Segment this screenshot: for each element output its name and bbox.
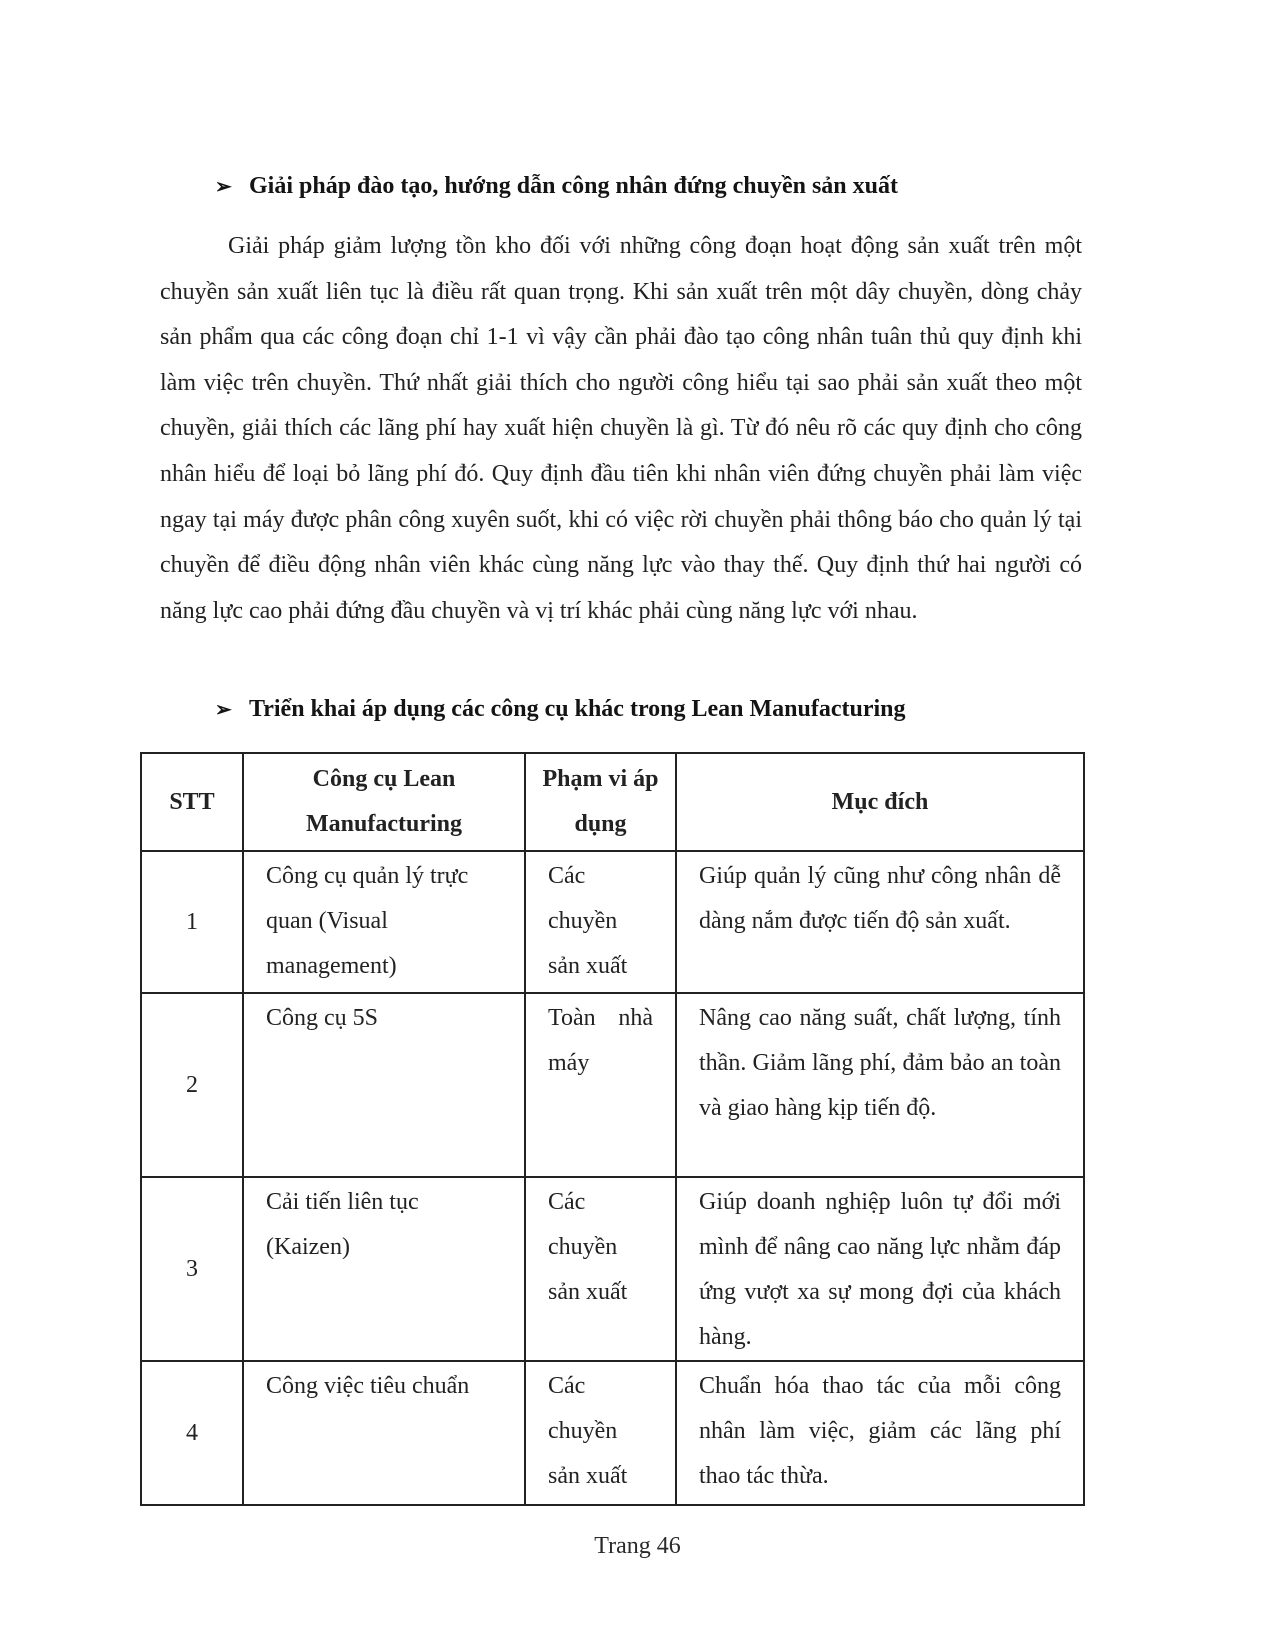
- table-row: [141, 993, 1084, 1177]
- section-heading-text: Giải pháp đào tạo, hướng dẫn công nhân đứng chuyền sản xuất: [249, 173, 898, 199]
- cell-scope: Các chuyền sản xuất: [525, 1361, 676, 1505]
- header-purpose: Mục đích: [676, 753, 1084, 851]
- arrow-bullet-icon: ➢: [215, 699, 232, 721]
- table-row: [141, 1177, 1084, 1361]
- cell-stt: 1: [141, 851, 243, 993]
- cell-tool: Công cụ quản lý trực quan (Visual management): [243, 851, 525, 993]
- lean-tools-table: [140, 752, 1085, 1506]
- cell-stt: 2: [141, 993, 243, 1177]
- table-row: [141, 851, 1084, 993]
- cell-purpose: Giúp quản lý cũng như công nhân dễ dàng nắm được tiến độ sản xuất.: [676, 851, 1084, 993]
- body-paragraph: Giải pháp giảm lượng tồn kho đối với những công đoạn hoạt động sản xuất trên một chuyền sản xuất liên tục là điều rất quan trọng. Khi sản xuất trên một dây chuyền, dòng chảy sản phẩm qua các công đoạn chỉ 1-1 vì vậy cần phải đào tạo công nhân tuân thủ quy định khi làm việc trên chuyền. Thứ nhất giải thích cho người công hiểu tại sao phải sản xuất theo một chuyền, giải thích các lãng phí hay xuất hiện chuyền là gì. Từ đó nêu rõ các quy định cho công nhân hiểu để loại bỏ lãng phí đó. Quy định đầu tiên khi nhân viên đứng chuyền phải làm việc ngay tại máy được phân công xuyên suốt, khi có việc rời chuyền phải thông báo cho quản lý tại chuyền để điều động nhân viên khác cùng năng lực vào thay thế. Quy định thứ hai người có năng lực cao phải đứng đầu chuyền và vị trí khác phải cùng năng lực với nhau.: [160, 233, 1082, 624]
- cell-stt: 4: [141, 1361, 243, 1505]
- header-scope: Phạm vi áp dụng: [525, 753, 676, 851]
- table-header-row: [141, 753, 1084, 851]
- cell-tool: Công cụ 5S: [243, 993, 525, 1177]
- cell-purpose: Chuẩn hóa thao tác của mỗi công nhân làm việc, giảm các lãng phí thao tác thừa.: [676, 1361, 1084, 1505]
- cell-purpose: Giúp doanh nghiệp luôn tự đổi mới mình để nâng cao năng lực nhằm đáp ứng vượt xa sự mong đợi của khách hàng.: [676, 1177, 1084, 1361]
- cell-scope: Toàn nhà máy: [525, 993, 676, 1177]
- cell-purpose: Nâng cao năng suất, chất lượng, tính thần. Giảm lãng phí, đảm bảo an toàn và giao hàng kịp tiến độ.: [676, 993, 1084, 1177]
- cell-stt: 3: [141, 1177, 243, 1361]
- cell-tool: Công việc tiêu chuẩn: [243, 1361, 525, 1505]
- section-heading-training: [215, 171, 898, 202]
- cell-scope: Các chuyền sản xuất: [525, 851, 676, 993]
- arrow-bullet-icon: ➢: [215, 176, 232, 198]
- section-heading-text: Triển khai áp dụng các công cụ khác trong Lean Manufacturing: [249, 696, 906, 722]
- cell-tool: Cải tiến liên tục (Kaizen): [243, 1177, 525, 1361]
- cell-scope: Các chuyền sản xuất: [525, 1177, 676, 1361]
- header-stt: STT: [141, 753, 243, 851]
- section-heading-lean-tools: [215, 694, 906, 725]
- header-tool: Công cụ Lean Manufacturing: [243, 753, 525, 851]
- table-row: [141, 1361, 1084, 1505]
- page-number: Trang 46: [594, 1533, 681, 1559]
